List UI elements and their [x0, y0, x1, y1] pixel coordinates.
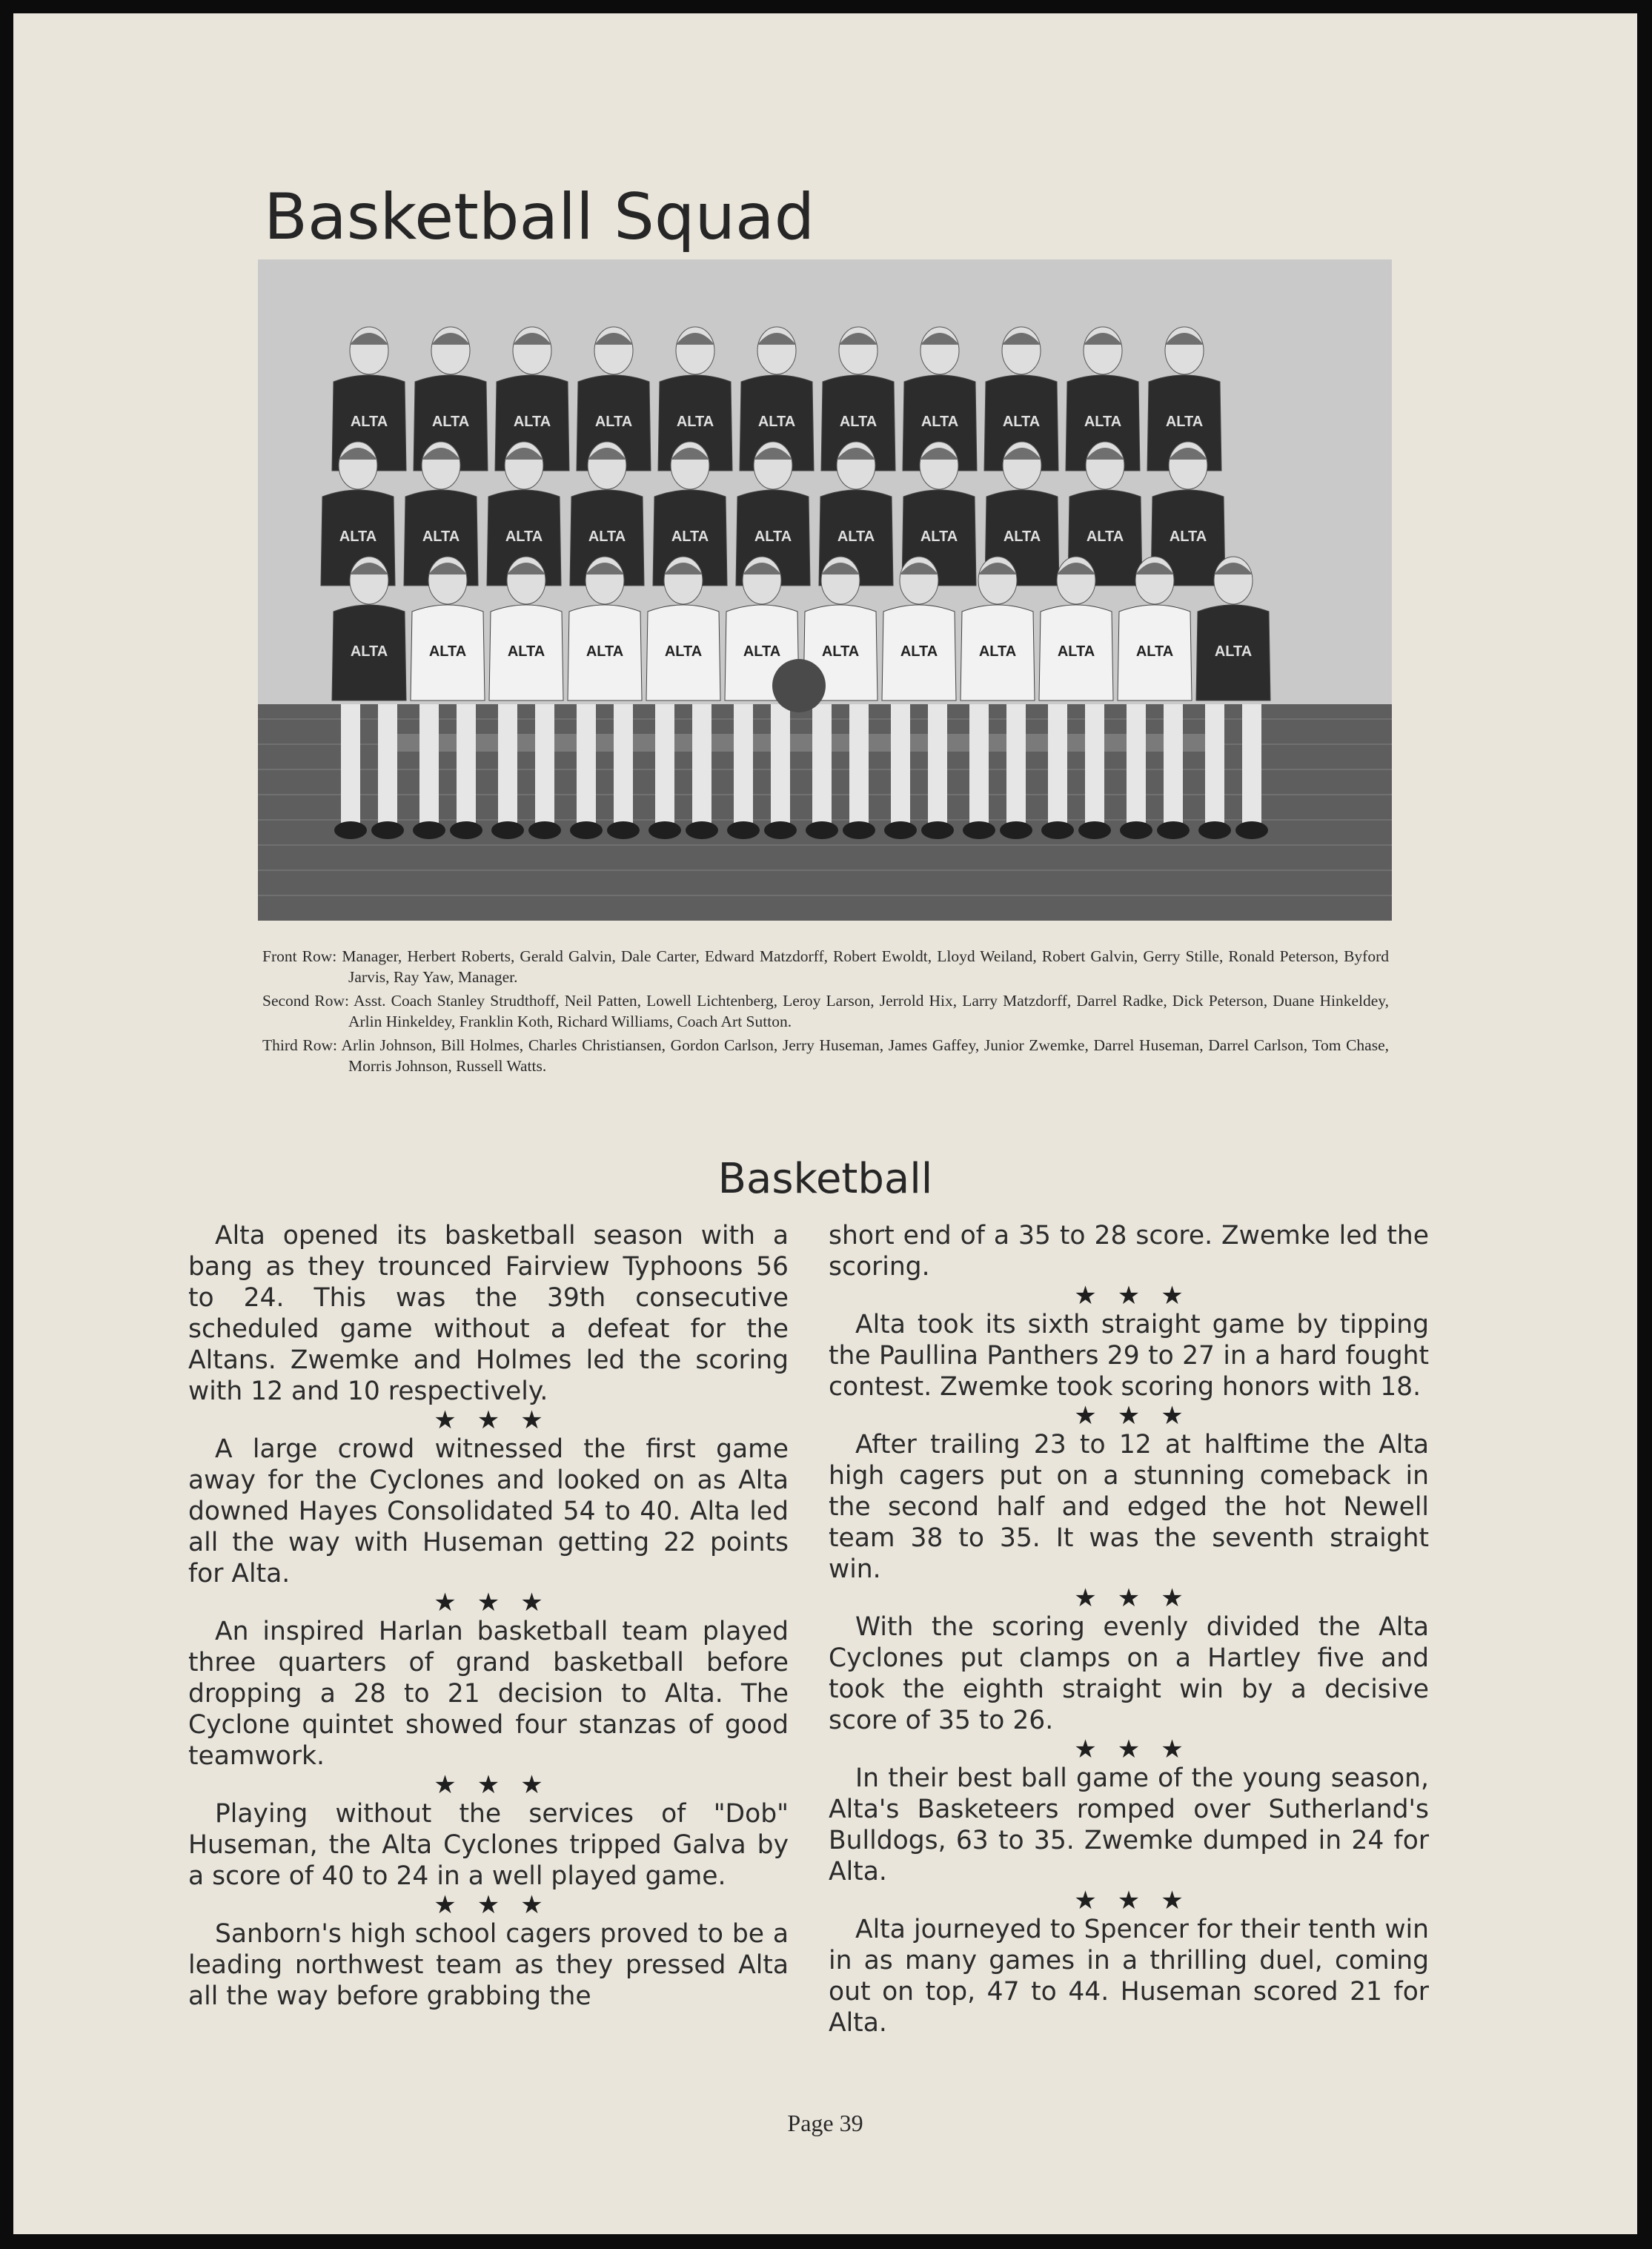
star-divider: ★★★	[434, 1588, 564, 1617]
star-divider: ★★★	[434, 1890, 564, 1920]
section-title: Basketball	[717, 1155, 933, 1203]
photo-caption	[262, 946, 1389, 1079]
jersey-lettering: ALTA	[978, 643, 1017, 660]
star-divider: ★★★	[1074, 1401, 1204, 1431]
jersey-lettering: ALTA	[339, 529, 377, 545]
caption-third-row	[262, 1035, 1389, 1076]
article-column-left	[188, 1220, 789, 2012]
jersey-lettering: ALTA	[428, 643, 467, 660]
caption-front-row	[262, 946, 1389, 987]
jersey-lettering: ALTA	[900, 643, 938, 660]
jersey-lettering: ALTA	[664, 643, 703, 660]
jersey-lettering: ALTA	[1086, 529, 1124, 545]
article-paragraph: Alta opened its basketball season with a bang as they trounced Fairview Typhoons 56 to 24. This was the 39th consecutive scheduled game without a defeat for the Altans. Zwemke and Holmes led the scoring with 12 and 10 respectively.	[188, 1221, 789, 1406]
jersey-lettering: ALTA	[839, 414, 878, 430]
jersey-lettering: ALTA	[350, 643, 388, 660]
basketball	[772, 659, 826, 712]
jersey-lettering: ALTA	[1214, 643, 1253, 660]
jersey-lettering: ALTA	[505, 529, 543, 545]
page-title: Basketball Squad	[264, 180, 815, 254]
article-paragraph: In their best ball game of the young season, Alta's Basketeers romped over Sutherland's Bulldogs, 63 to 35. Zwemke dumped in 24 for Alta.	[829, 1763, 1429, 1887]
article-paragraph: Alta journeyed to Spencer for their tenth win in as many games in a thrilling duel, coming out on top, 47 to 44. Huseman scored 21 for Alta.	[829, 1915, 1429, 2038]
article-paragraph: An inspired Harlan basketball team played three quarters of grand basketball before dropping a 28 to 21 decision to Alta. The Cyclone quintet showed four stanzas of good teamwork.	[188, 1617, 789, 1771]
jersey-lettering: ALTA	[1003, 529, 1041, 545]
jersey-lettering: ALTA	[1084, 414, 1122, 430]
jersey-lettering: ALTA	[1057, 643, 1095, 660]
jersey-lettering: ALTA	[350, 414, 388, 430]
team-photo	[258, 259, 1392, 921]
jersey-lettering: ALTA	[754, 529, 792, 545]
article-paragraph: Playing without the services of "Dob" Huseman, the Alta Cyclones tripped Galva by a score of 40 to 24 in a well played game.	[188, 1799, 789, 1891]
jersey-lettering: ALTA	[837, 529, 875, 545]
jersey-lettering: ALTA	[507, 643, 545, 660]
article-paragraph: Alta took its sixth straight game by tipping the Paullina Panthers 29 to 27 in a hard fought contest. Zwemke took scoring honors with 18.	[829, 1310, 1429, 1402]
caption-label: Second Row:	[262, 992, 349, 1010]
jersey-lettering: ALTA	[1135, 643, 1174, 660]
star-divider: ★★★	[434, 1770, 564, 1800]
caption-names: Asst. Coach Stanley Strudthoff, Neil Patten, Lowell Lichtenberg, Leroy Larson, Jerrold Hix, Larry Matzdorff, Darrel Radke, Dick Peterson, Duane Hinkeldey, Arlin Hinkeldey, Franklin Koth, Richard Williams, Coach Art Sutton.	[348, 992, 1389, 1030]
jersey-lettering: ALTA	[1169, 529, 1207, 545]
jersey-lettering: ALTA	[594, 414, 633, 430]
article-paragraph: A large crowd witnessed the first game away for the Cyclones and looked on as Alta downed Hayes Consolidated 54 to 40. Alta led all the way with Huseman getting 22 points for Alta.	[188, 1434, 789, 1589]
article-paragraph: short end of a 35 to 28 score. Zwemke led the scoring.	[829, 1221, 1429, 1282]
star-divider: ★★★	[1074, 1886, 1204, 1915]
caption-label: Third Row:	[262, 1036, 338, 1054]
jersey-lettering: ALTA	[588, 529, 626, 545]
article-paragraph: With the scoring evenly divided the Alta Cyclones put clamps on a Hartley five and took the eighth straight win by a decisive score of 35 to 26.	[829, 1612, 1429, 1735]
article-paragraph: Sanborn's high school cagers proved to be a leading northwest team as they pressed Alta all the way before grabbing the	[188, 1919, 789, 2011]
page-number: Page 39	[787, 2110, 863, 2136]
jersey-lettering: ALTA	[757, 414, 796, 430]
jersey-lettering: ALTA	[513, 414, 551, 430]
jersey-lettering: ALTA	[1002, 414, 1041, 430]
jersey-lettering: ALTA	[586, 643, 624, 660]
jersey-lettering: ALTA	[743, 643, 781, 660]
caption-label: Front Row:	[262, 947, 337, 965]
jersey-lettering: ALTA	[431, 414, 470, 430]
star-divider: ★★★	[1074, 1735, 1204, 1764]
jersey-lettering: ALTA	[920, 529, 958, 545]
star-divider: ★★★	[434, 1405, 564, 1435]
jersey-lettering: ALTA	[920, 414, 959, 430]
star-divider: ★★★	[1074, 1583, 1204, 1613]
article-column-right	[829, 1220, 1429, 2038]
jersey-lettering: ALTA	[671, 529, 709, 545]
star-divider: ★★★	[1074, 1281, 1204, 1311]
jersey-lettering: ALTA	[1165, 414, 1204, 430]
caption-second-row	[262, 990, 1389, 1032]
caption-names: Arlin Johnson, Bill Holmes, Charles Christiansen, Gordon Carlson, Jerry Huseman, James Gaffey, Junior Zwemke, Darrel Huseman, Darrel Carlson, Tom Chase, Morris Johnson, Russell Watts.	[341, 1036, 1389, 1075]
jersey-lettering: ALTA	[422, 529, 460, 545]
article-paragraph: After trailing 23 to 12 at halftime the Alta high cagers put on a stunning comeback in the second half and edged the hot Newell team 38 to 35. It was the seventh straight win.	[829, 1430, 1429, 1584]
jersey-lettering: ALTA	[821, 643, 860, 660]
caption-names: Manager, Herbert Roberts, Gerald Galvin, Dale Carter, Edward Matzdorff, Robert Ewoldt, Lloyd Weiland, Robert Galvin, Gerry Stille, Ronald Peterson, Byford Jarvis, Ray Yaw, Manager.	[342, 947, 1390, 986]
yearbook-page	[13, 13, 1637, 2234]
jersey-lettering: ALTA	[676, 414, 714, 430]
